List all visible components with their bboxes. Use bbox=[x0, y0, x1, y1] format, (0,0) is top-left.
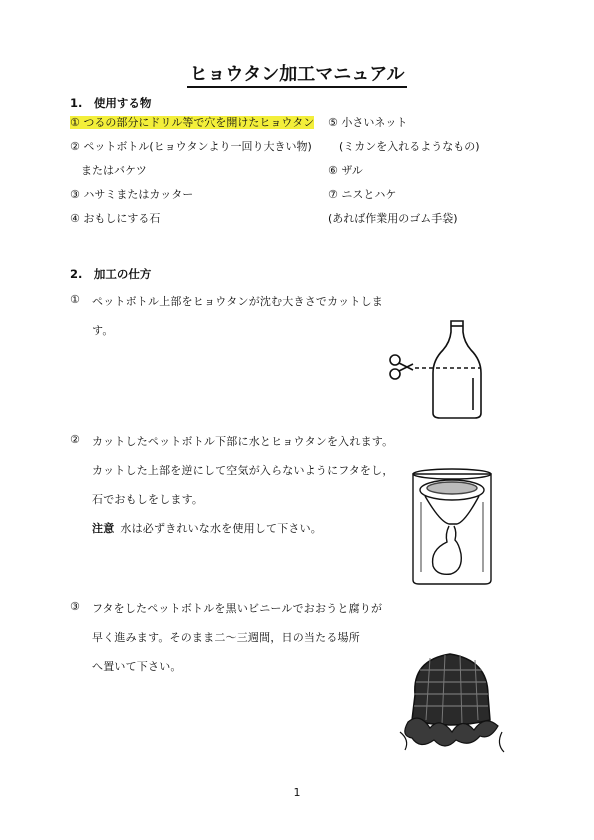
material-item-3: ③ ハサミまたはカッター bbox=[70, 188, 194, 201]
section-heading-process: 2. 加工の仕方 bbox=[70, 267, 152, 281]
step-text: ペットボトル上部をヒョウタンが沈む大きさでカットしま bbox=[92, 295, 383, 308]
note-text: 水は必ずきれいな水を使用して下さい。 bbox=[120, 522, 323, 535]
section-heading-materials: 1. 使用する物 bbox=[70, 96, 152, 110]
material-item-7: ⑦ ニスとハケ bbox=[328, 188, 397, 201]
material-item-4: ④ おもしにする石 bbox=[70, 212, 161, 225]
step-text: カットしたペットボトル下部に水とヒョウタンを入れます。 bbox=[92, 435, 394, 448]
title-text: ヒョウタン加工マニュアル bbox=[187, 64, 406, 88]
material-item-6: ⑥ ザル bbox=[328, 164, 363, 177]
gourd-in-water-illustration bbox=[405, 462, 500, 587]
material-item-5: ⑤ 小さいネット bbox=[328, 116, 408, 129]
step-number: ② bbox=[70, 433, 80, 446]
material-item-2: ② ペットボトル(ヒョウタンより一回り大きい物) bbox=[70, 140, 312, 153]
material-item-5b: (ミカンを入れるようなもの) bbox=[328, 140, 480, 153]
highlighted-text: ① つるの部分にドリル等で穴を開けたヒョウタン bbox=[70, 116, 315, 129]
step-text: 石でおもしをします。 bbox=[92, 493, 204, 506]
step-2 bbox=[70, 433, 394, 549]
step-text: す。 bbox=[92, 324, 114, 337]
covered-bottle-illustration bbox=[390, 640, 515, 760]
step-text: 早く進みます。そのまま二～三週間，日の当たる場所 bbox=[92, 631, 360, 644]
step-text: フタをしたペットボトルを黒いビニールでおおうと腐りが bbox=[92, 602, 383, 615]
step-text: カットした上部を逆にして空気が入らないようにフタをし， bbox=[92, 464, 394, 477]
material-item-2b: またはバケツ bbox=[70, 164, 147, 177]
step-3 bbox=[70, 600, 383, 687]
step-1 bbox=[70, 293, 383, 351]
material-item-7b: (あれば作業用のゴム手袋) bbox=[328, 212, 458, 225]
material-item-1 bbox=[70, 114, 314, 130]
page-title bbox=[0, 60, 594, 86]
page-number: 1 bbox=[293, 786, 301, 799]
step-number: ③ bbox=[70, 600, 80, 613]
bottle-cutting-illustration bbox=[385, 318, 500, 423]
step-text: へ置いて下さい。 bbox=[92, 660, 182, 673]
step-number: ① bbox=[70, 293, 80, 306]
note-label: 注意 bbox=[92, 522, 115, 535]
